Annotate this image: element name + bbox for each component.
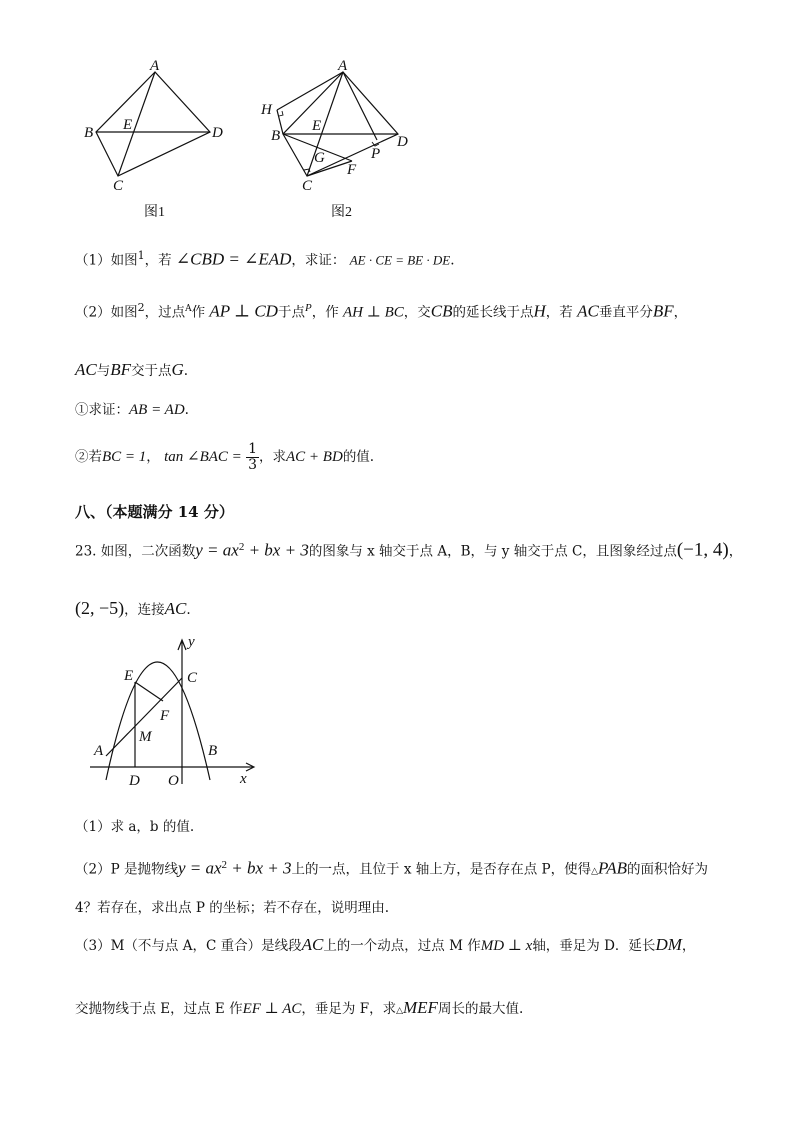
quad-abcd [96, 72, 210, 176]
label-c: C [113, 178, 124, 194]
label-b: B [271, 128, 281, 144]
label-f: F [160, 708, 170, 724]
condition-angle: ∠CBD = ∠EAD [175, 249, 292, 269]
figure-1 [80, 58, 230, 227]
q23-part3: （3）M（不与点 A，C 重合）是线段AC上的一个动点，过点 M 作MD ⊥ x轴，垂足为 D．延长DM， [75, 935, 696, 954]
q23-line1: 23. 如图，二次函数$y = ax^2$ + bx + 3的图象与 x 轴交于点 A，B，与 y 轴交于点 C，且图象经过点(−1, 4)， [75, 539, 743, 561]
label-a: A [94, 743, 104, 759]
claim-product: AE · CE = BE · DE [349, 252, 451, 268]
label-o: O [168, 773, 179, 789]
label-x: x [240, 771, 247, 787]
label-d: D [397, 134, 408, 150]
figure-2-svg [255, 58, 415, 223]
label-y: y [188, 634, 195, 650]
label-a: A [338, 58, 348, 74]
parabola-svg [88, 632, 263, 792]
label-a: A [150, 58, 160, 74]
parabola-graph [88, 632, 263, 796]
label-e: E [312, 118, 322, 134]
section-8-heading: 八、（本题满分 14 分） [75, 503, 234, 521]
q22-part2: （2）如图$^2$，过点$^A$作 AP ⊥ CD于点$^P$，作 AH ⊥ BC，交CB的延长线于点H，若 AC垂直平分BF， [75, 301, 688, 321]
fraction-one-third: $\frac{1}{3}$ [248, 441, 258, 473]
q22-part1: （1）如图$^1$，若 ∠CBD = ∠EAD，求证： AE · CE = BE · DE. [75, 249, 455, 269]
q22-sub2: ②若BC = 1， tan ∠BAC = $\frac{1}{3}$ ，求AC + BD的值. [75, 441, 375, 473]
q23-line2: (2, −5)，连接AC. [75, 598, 191, 618]
label-f: F [347, 162, 357, 178]
figure-2-caption: 图2 [331, 205, 352, 220]
label-e: E [124, 668, 134, 684]
figure-1-svg [80, 58, 230, 223]
q22-sub1: ①求证：AB = AD. [75, 402, 189, 418]
segment-ah [277, 72, 343, 110]
q23-part3-cont: 交抛物线于点 E，过点 E 作EF ⊥ AC，垂足为 F，求△MEF周长的最大值. [75, 998, 524, 1017]
label-m: M [139, 729, 152, 745]
figure-1-caption: 图1 [144, 205, 165, 220]
figure-2 [255, 58, 415, 227]
label-d: D [129, 773, 140, 789]
right-angle-h [279, 111, 283, 116]
label-p: P [371, 146, 381, 162]
label-h: H [261, 102, 272, 118]
label-e: E [123, 117, 133, 133]
label-c: C [302, 178, 313, 194]
segment-ap [343, 72, 377, 140]
segment-ef [135, 682, 163, 701]
q23-part2-cont: 4？若存在，求出点 P 的坐标；若不存在，说明理由. [75, 900, 390, 916]
label-d: D [212, 125, 223, 141]
label-b: B [84, 125, 94, 141]
label-c: C [187, 670, 198, 686]
q22-part2-cont: AC与BF交于点G. [75, 360, 189, 379]
q23-part1: （1）求 a，b 的值. [75, 819, 195, 835]
label-g: G [314, 150, 325, 166]
quad-abcd [283, 72, 398, 176]
label-b: B [208, 743, 218, 759]
q23-part2: （2）P 是抛物线$y = ax^2$ + bx + 3上的一点，且位于 x 轴上方，是否存在点 P，使得△PAB的面积恰好为 [75, 858, 708, 878]
